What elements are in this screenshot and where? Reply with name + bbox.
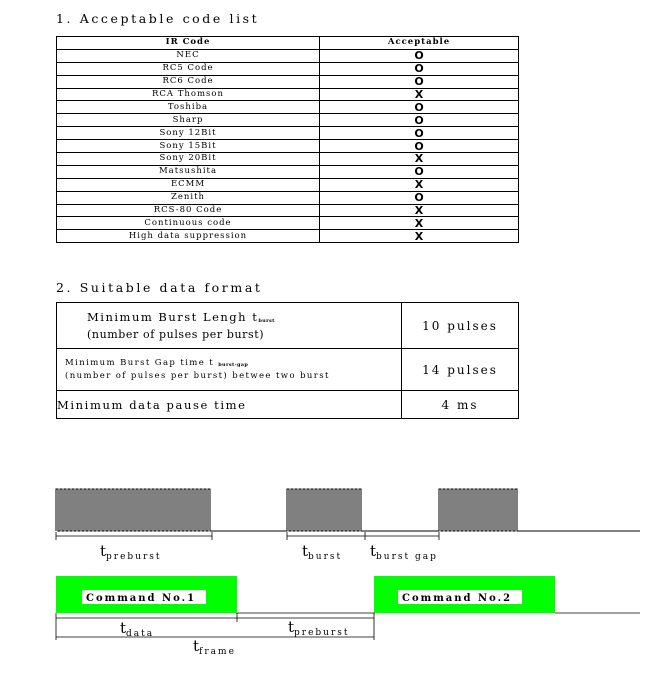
table-row — [57, 153, 519, 166]
column-header-acceptable: Acceptable — [320, 37, 519, 50]
dimension-preburst-upper — [56, 532, 212, 540]
burst-gap-value: 14 pulses — [402, 349, 519, 391]
acceptable-cell: O — [320, 191, 519, 204]
table-row — [57, 49, 519, 62]
acceptable-cell: O — [320, 75, 519, 88]
ir-code-cell: NEC — [57, 49, 320, 62]
table-row — [57, 178, 519, 191]
table-row — [57, 101, 519, 114]
t-preburst-label-lower: tpreburst — [288, 618, 350, 638]
table-row — [57, 88, 519, 101]
burst-gap-label: Minimum Burst Gap time t — [65, 357, 215, 368]
burst-gap-note: (number of pulses per burst) betwee two burst — [65, 370, 330, 381]
ir-code-cell: Sony 20Bit — [57, 153, 320, 166]
acceptable-cell: X — [320, 178, 519, 191]
section1-heading: 1. Acceptable code list — [56, 11, 260, 26]
acceptable-cell: O — [320, 127, 519, 140]
data-pause-value: 4 ms — [402, 391, 519, 419]
acceptable-cell: X — [320, 217, 519, 230]
format-label-burst-gap — [57, 349, 402, 391]
ir-code-cell: RC6 Code — [57, 75, 320, 88]
ir-code-cell: Matsushita — [57, 165, 320, 178]
burst-length-note: (number of pulses per burst) — [87, 327, 265, 341]
table-row — [57, 62, 519, 75]
column-header-ir-code: IR Code — [57, 37, 320, 50]
command-label-1: Command No.1 — [86, 593, 197, 604]
ir-code-cell: Sharp — [57, 114, 320, 127]
acceptable-code-table — [56, 36, 519, 243]
burst-gap-subscript: burst-gap — [218, 361, 249, 368]
acceptable-cell: O — [320, 101, 519, 114]
acceptable-cell: O — [320, 62, 519, 75]
acceptable-cell: X — [320, 153, 519, 166]
acceptable-cell: O — [320, 114, 519, 127]
burst-length-value: 10 pulses — [402, 303, 519, 349]
table-row — [57, 75, 519, 88]
acceptable-cell: O — [320, 165, 519, 178]
section2-heading: 2. Suitable data format — [56, 280, 263, 295]
ir-code-cell: RCA Thomson — [57, 88, 320, 101]
ir-code-cell: RCS-80 Code — [57, 204, 320, 217]
t-burst-gap-label: tburst gap — [370, 542, 438, 562]
format-label-burst-length — [57, 303, 402, 349]
table-row — [57, 140, 519, 153]
timing-diagram — [0, 470, 650, 670]
dimension-burst-gap — [365, 532, 439, 540]
data-format-table — [56, 302, 519, 419]
table-row — [57, 230, 519, 243]
command-label-2: Command No.2 — [402, 593, 513, 604]
acceptable-cell: X — [320, 204, 519, 217]
ir-pulse-signal — [56, 489, 640, 531]
burst-length-subscript: burst — [258, 317, 275, 324]
table-row — [57, 217, 519, 230]
burst-length-label: Minimum Burst Lengh t — [87, 309, 259, 324]
ir-code-cell: Toshiba — [57, 101, 320, 114]
t-data-label: tdata — [120, 619, 155, 639]
ir-code-cell: RC5 Code — [57, 62, 320, 75]
t-burst-label: tburst — [302, 542, 343, 562]
table-row — [57, 349, 519, 391]
table-row — [57, 127, 519, 140]
table-row — [57, 303, 519, 349]
acceptable-cell: X — [320, 88, 519, 101]
table-row — [57, 191, 519, 204]
t-frame-label: tframe — [193, 637, 236, 657]
data-pause-label: Minimum data pause time — [57, 391, 402, 419]
dimension-burst — [287, 532, 365, 540]
table-row — [57, 391, 519, 419]
table-header-row — [57, 37, 519, 50]
table-row — [57, 114, 519, 127]
ir-code-cell: ECMM — [57, 178, 320, 191]
ir-code-cell: Zenith — [57, 191, 320, 204]
table-row — [57, 204, 519, 217]
acceptable-cell: O — [320, 49, 519, 62]
acceptable-cell: O — [320, 140, 519, 153]
t-preburst-label-upper: tpreburst — [100, 542, 162, 562]
ir-code-cell: Continuous code — [57, 217, 320, 230]
acceptable-cell: X — [320, 230, 519, 243]
table-row — [57, 165, 519, 178]
ir-code-cell: Sony 12Bit — [57, 127, 320, 140]
ir-code-cell: Sony 15Bit — [57, 140, 320, 153]
ir-code-cell: High data suppression — [57, 230, 320, 243]
